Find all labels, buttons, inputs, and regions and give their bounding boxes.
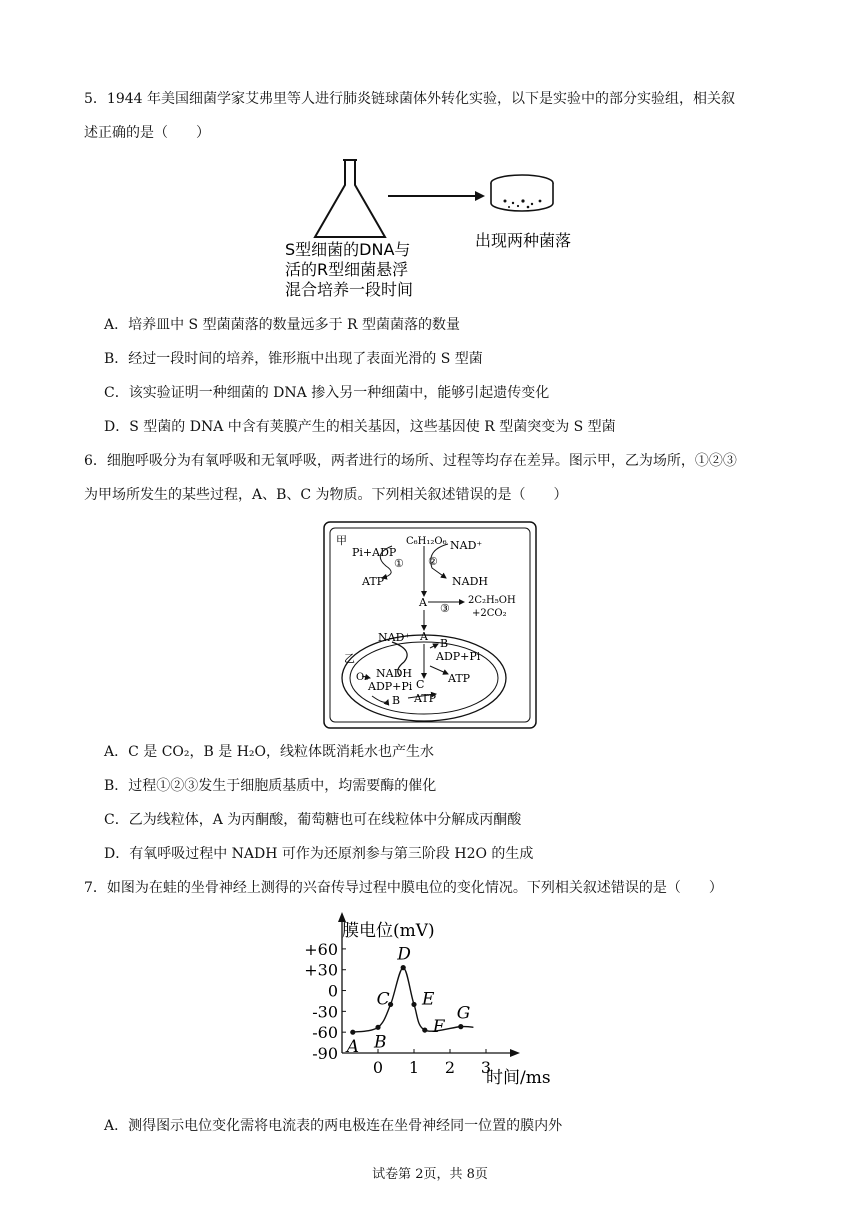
label-nad-in: NAD⁺ xyxy=(378,631,411,644)
label-co2: +2CO₂ xyxy=(472,608,507,619)
label-process-2: ② xyxy=(428,555,438,568)
arrow-icon xyxy=(388,191,485,201)
q5-option-b: B．经过一段时间的培养，锥形瓶中出现了表面光滑的 S 型菌 xyxy=(104,351,483,367)
q7-stem-line1: 7．如图为在蛙的坐骨神经上测得的兴奋传导过程中膜电位的变化情况。下列相关叙述错误的是（ ） xyxy=(84,880,723,896)
label-nadh-in: NADH xyxy=(376,667,412,680)
q5-option-d: D．S 型菌的 DNA 中含有荚膜产生的相关基因，这些基因使 R 型菌突变为 S 型菌 xyxy=(104,419,616,435)
label-pi-adp: Pi+ADP xyxy=(352,546,397,559)
y-tick-label: 0 xyxy=(327,981,338,1001)
label-atp-low: ATP xyxy=(414,692,437,705)
x-tick-label: 1 xyxy=(408,1058,420,1077)
point-b xyxy=(375,1025,380,1030)
x-tick-label: 2 xyxy=(444,1058,456,1077)
point-label-g: G xyxy=(456,1003,471,1024)
q5-option-a: A．培养皿中 S 型菌菌落的数量远多于 R 型菌菌落的数量 xyxy=(104,317,461,333)
q7-option-a: A．测得图示电位变化需将电流表的两电极连在坐骨神经同一位置的膜内外 xyxy=(104,1118,563,1134)
q5-stem-line1: 5．1944 年美国细菌学家艾弗里等人进行肺炎链球菌体外转化实验，以下是实验中的部分实验组，相关叙 xyxy=(84,91,735,107)
potential-curve xyxy=(353,968,474,1033)
label-a-in: A xyxy=(420,630,428,643)
y-tick-label: -60 xyxy=(312,1023,338,1043)
q5-stem-line2: 述正确的是（ ） xyxy=(84,125,210,141)
label-b-low: B xyxy=(392,694,401,707)
label-b-in: B xyxy=(440,637,449,650)
point-f xyxy=(422,1027,427,1032)
q6-option-a: A．C 是 CO₂，B 是 H₂O，线粒体既消耗水也产生水 xyxy=(104,744,435,760)
y-axis-label: 膜电位(mV) xyxy=(342,921,435,941)
q6-option-d: D．有氧呼吸过程中 NADH 可作为还原剂参与第三阶段 H2O 的生成 xyxy=(104,846,534,862)
point-label-e: E xyxy=(422,989,435,1010)
page-footer: 试卷第 2页，共 8页 xyxy=(372,1167,488,1182)
label-nadh-top: NADH xyxy=(452,575,488,588)
y-tick-label: +30 xyxy=(304,960,338,980)
label-atp-top: ATP xyxy=(362,575,385,588)
label-a-mid: A xyxy=(419,596,427,609)
q5-option-c: C．该实验证明一种细菌的 DNA 掺入另一种细菌中，能够引起遗传变化 xyxy=(104,385,550,401)
point-label-d: D xyxy=(397,944,411,965)
point-g xyxy=(458,1024,463,1029)
y-tick-label: -30 xyxy=(312,1002,338,1022)
q5-figure xyxy=(285,155,605,305)
flask-icon xyxy=(315,160,385,237)
point-d xyxy=(401,965,406,970)
point-label-b: B xyxy=(374,1032,387,1053)
label-nad-top: NAD⁺ xyxy=(450,539,483,552)
x-axis-arrow xyxy=(510,1049,520,1057)
label-jia: 甲 xyxy=(336,534,347,547)
label-yi: 乙 xyxy=(344,652,355,665)
y-tick-label: +60 xyxy=(304,939,338,959)
q6-option-b: B．过程①②③发生于细胞质基质中，均需要酶的催化 xyxy=(104,778,437,794)
point-label-f: F xyxy=(432,1017,445,1038)
x-tick-label: 0 xyxy=(372,1058,384,1077)
label-process-1: ① xyxy=(394,557,404,570)
label-adp-pi-right: ADP+Pi xyxy=(436,650,481,663)
q5-fig-label3: 混合培养一段时间 xyxy=(285,280,414,299)
q6-option-c: C．乙为线粒体，A 为丙酮酸，葡萄糖也可在线粒体中分解成丙酮酸 xyxy=(104,812,522,828)
label-atp-right: ATP xyxy=(448,672,471,685)
point-label-a: A xyxy=(346,1037,360,1058)
q6-stem-line1: 6．细胞呼吸分为有氧呼吸和无氧呼吸，两者进行的场所、过程等均存在差异。图示甲，乙为场所，①②③ xyxy=(84,453,737,469)
membrane-potential-chart xyxy=(296,910,566,1090)
q6-stem-line2: 为甲场所发生的某些过程，A、B、C 为物质。下列相关叙述错误的是（ ） xyxy=(84,487,568,503)
petri-dish-icon xyxy=(491,175,553,211)
label-adp-pi-left: ADP+Pi xyxy=(368,680,413,693)
point-a xyxy=(350,1030,355,1035)
x-axis-label: 时间/ms xyxy=(486,1068,551,1088)
label-glucose: C₆H₁₂O₆ xyxy=(406,536,447,547)
label-process-3: ③ xyxy=(440,602,450,615)
label-ethanol: 2C₂H₅OH xyxy=(468,595,516,606)
q6-cell-diagram xyxy=(322,520,538,730)
q5-fig-result: 出现两种菌落 xyxy=(475,231,572,250)
y-tick-label: -90 xyxy=(312,1044,338,1063)
point-label-c: C xyxy=(376,989,390,1010)
x-tick-label: 3 xyxy=(480,1058,492,1077)
q5-fig-label1: S型细菌的DNA与 xyxy=(285,240,411,259)
point-e xyxy=(411,1002,416,1007)
q5-fig-label2: 活的R型细菌悬浮 xyxy=(285,260,409,279)
label-o2: O₂ xyxy=(356,672,369,683)
label-c-in: C xyxy=(416,678,425,691)
